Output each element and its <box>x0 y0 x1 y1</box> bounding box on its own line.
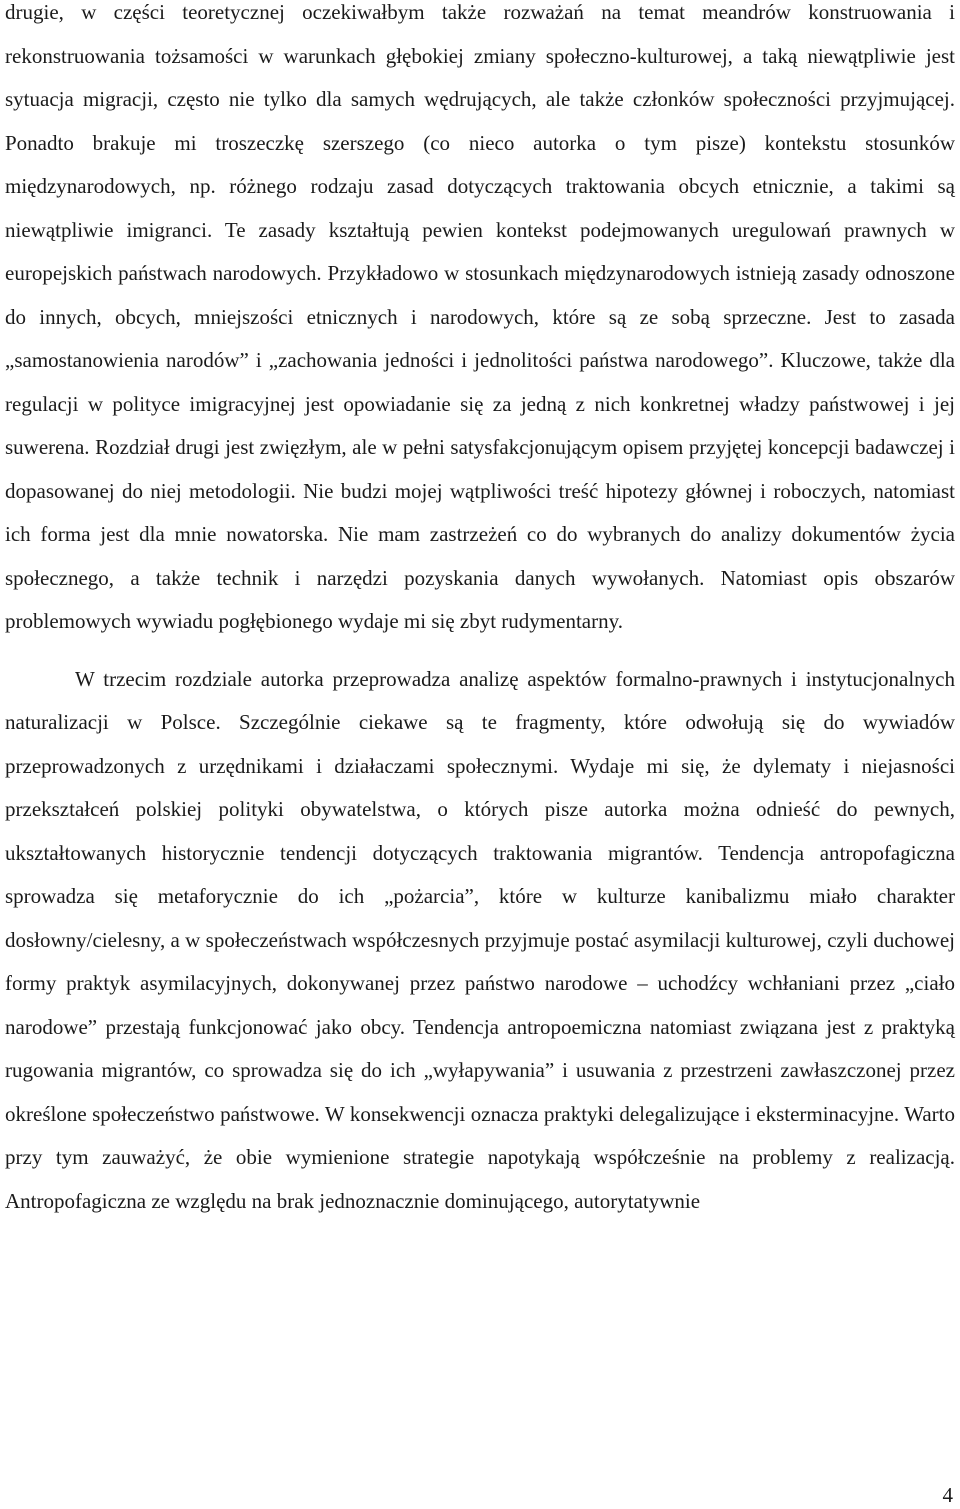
document-page <box>5 0 955 1223</box>
paragraph-gap <box>5 644 955 658</box>
paragraph-2: W trzecim rozdziale autorka przeprowadza analizę aspektów formalno-prawnych i instytucjonalnych naturalizacji w Polsce. Szczególnie ciekawe są te fragmenty, które odwołują się do wywiadów przeprowadzonych z urzędnikami i działaczami społecznymi. Wydaje mi się, że dylematy i niejasności przekształceń polskiej polityki obywatelstwa, o których pisze autorka można odnieść do pewnych, ukształtowanych historycznie tendencji dotyczących traktowania migrantów. Tendencja antropofagiczna sprowadza się metaforycznie do ich „pożarcia”, które w kulturze kanibalizmu miało charakter dosłowny/cielesny, a w społeczeństwach współczesnych przyjmuje postać asymilacji kulturowej, czyli duchowej formy praktyk asymilacyjnych, dokonywanej przez państwo narodowe – uchodźcy wchłaniani przez „ciało narodowe” przestają funkcjonować jako obcy. Tendencja antropoemiczna natomiast związana jest z praktyką rugowania migrantów, co sprowadza się do ich „wyłapywania” i usuwania z przestrzeni zawłaszczonej przez określone społeczeństwo państwowe. W konsekwencji oznacza praktyki delegalizujące i eksterminacyjne. Warto przy tym zauważyć, że obie wymienione strategie napotykają współcześnie na problemy z realizacją. Antropofagiczna ze względu na brak jednoznacznie dominującego, autorytatywnie <box>5 666 955 1213</box>
paragraph-1: drugie, w części teoretycznej oczekiwałbym także rozważań na temat meandrów konstruowania i rekonstruowania tożsamości w warunkach głębokiej zmiany społeczno-kulturowej, a taką niewątpliwie jest sytuacja migracji, często nie tylko dla samych wędrujących, ale także członków społeczności przyjmującej. Ponadto brakuje mi troszeczkę szerszego (co nieco autorka o tym pisze) kontekstu stosunków międzynarodowych, np. różnego rodzaju zasad dotyczących traktowania obcych etnicznie, a takimi są niewątpliwie imigranci. Te zasady kształtują pewien kontekst podejmowanych uregulowań prawnych w europejskich państwach narodowych. Przykładowo w stosunkach międzynarodowych istnieją zasady odnoszone do innych, obcych, mniejszości etnicznych i narodowych, które są ze sobą sprzeczne. Jest to zasada „samostanowienia narodów” i „zachowania jedności i jednolitości państwa narodowego”. Kluczowe, także dla regulacji w polityce imigracyjnej jest opowiadanie się za jedną z nich konkretnej władzy państwowej i jej suwerena. Rozdział drugi jest zwięzłym, ale w pełni satysfakcjonującym opisem przyjętej koncepcji badawczej i dopasowanej do niej metodologii. Nie budzi mojej wątpliwości treść hipotezy głównej i roboczych, natomiast ich forma jest dla mnie nowatorska. Nie mam zastrzeżeń co do wybranych do analizy dokumentów życia społecznego, a także technik i narzędzi pozyskania danych wywołanych. Natomiast opis obszarów problemowych wywiadu pogłębionego wydaje mi się zbyt rudymentarny. <box>5 0 955 633</box>
page-number: 4 <box>942 1483 953 1507</box>
